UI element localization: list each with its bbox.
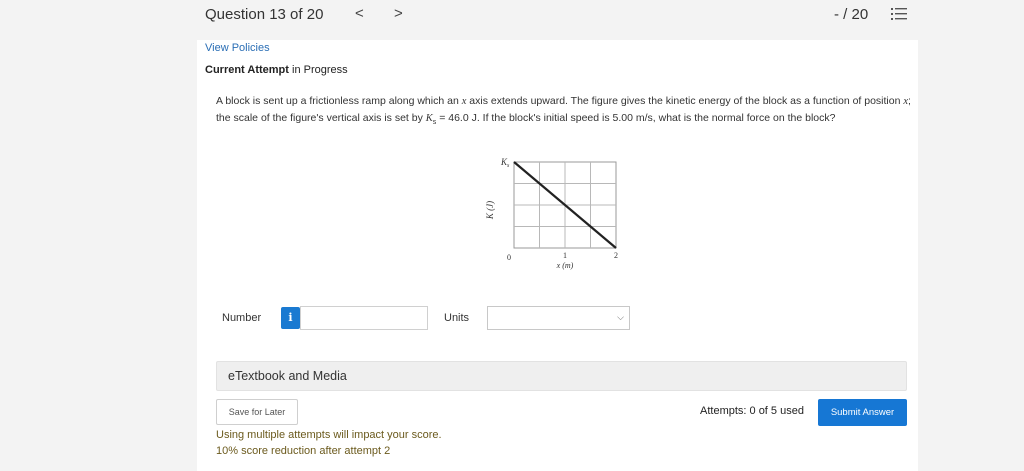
- score-display: - / 20: [834, 6, 869, 23]
- chevron-down-icon: ⌵: [617, 312, 624, 322]
- x-axis-label: x (m): [556, 261, 574, 270]
- number-input[interactable]: [300, 306, 428, 330]
- y-axis-label: K (J): [485, 200, 495, 220]
- etextbook-media-section[interactable]: [216, 361, 907, 391]
- attempt-status: [205, 64, 348, 76]
- x-tick-2: 2: [614, 251, 618, 260]
- submit-answer-button[interactable]: Submit Answer: [818, 399, 907, 426]
- view-policies-link[interactable]: View Policies: [205, 42, 270, 54]
- ks-label: $K_s$: [501, 157, 510, 169]
- etextbook-media-label: eTextbook and Media: [228, 369, 347, 383]
- attempt-status-bold: Current Attempt: [205, 64, 289, 76]
- number-label: Number: [222, 312, 262, 324]
- top-bar: [0, 0, 1024, 40]
- attempt-status-rest: in Progress: [288, 64, 348, 76]
- x-tick-1: 1: [563, 251, 567, 260]
- units-label: Units: [444, 312, 470, 324]
- previous-question-button[interactable]: <: [355, 5, 364, 22]
- next-question-button[interactable]: >: [394, 5, 403, 22]
- x-tick-0: 0: [507, 253, 511, 262]
- score-reduction-note: 10% score reduction after attempt 2: [216, 445, 391, 457]
- question-counter: Question 13 of 20: [205, 6, 324, 23]
- attempts-warning: Using multiple attempts will impact your score.: [216, 429, 442, 441]
- question-text: A block is sent up a frictionless ramp along which an x axis extends upward. The figure gives the kinetic energy of the block as a function of position x; the scale of the figure's vertical axis is set by $K_s = 46.0$ J. If the block's initial speed is 5.00 m/s, what is the normal force on the block?: [216, 95, 911, 127]
- units-select[interactable]: [487, 306, 630, 330]
- info-button[interactable]: i: [281, 307, 300, 329]
- save-for-later-button[interactable]: Save for Later: [216, 399, 298, 425]
- attempts-counter: Attempts: 0 of 5 used: [700, 405, 804, 417]
- question-list-icon[interactable]: [891, 7, 907, 21]
- kinetic-energy-figure: [477, 154, 637, 274]
- question-panel: [197, 40, 918, 471]
